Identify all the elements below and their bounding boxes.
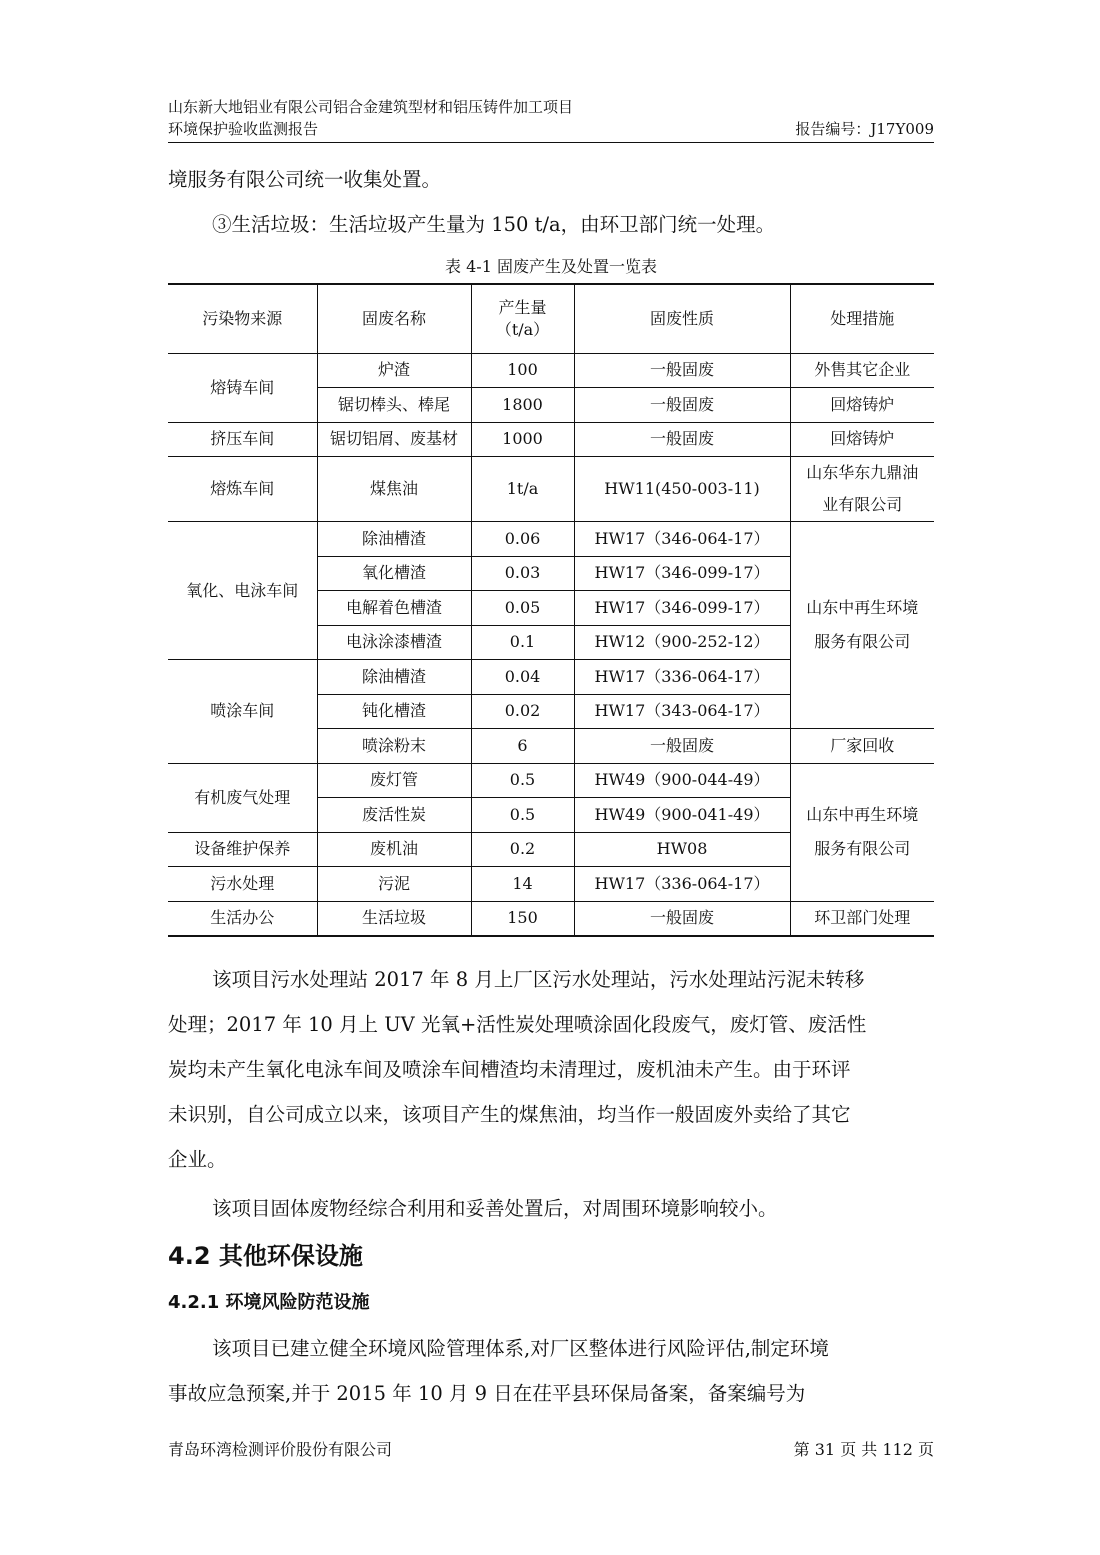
cell-nature: HW11(450-003-11)	[574, 457, 790, 522]
paragraph-line: 企业。	[168, 1148, 227, 1171]
cell-amount: 14	[471, 867, 574, 902]
cell-source: 有机废气处理	[168, 763, 317, 832]
cell-nature: HW17（336-064-17）	[574, 660, 790, 695]
page-header	[168, 96, 934, 140]
cell-nature: HW12（900-252-12）	[574, 625, 790, 660]
cell-waste-name: 煤焦油	[317, 457, 471, 522]
col-header-amount: 产生量 （t/a）	[471, 284, 574, 353]
cell-nature: HW17（346-099-17）	[574, 556, 790, 591]
cell-amount: 0.03	[471, 556, 574, 591]
cell-nature: 一般固废	[574, 353, 790, 388]
body-paragraph-1	[168, 957, 934, 1182]
cell-waste-name: 除油槽渣	[317, 522, 471, 557]
cell-waste-name: 电泳涂漆槽渣	[317, 625, 471, 660]
paragraph-line: 炭均未产生氧化电泳车间及喷涂车间槽渣均未清理过，废机油未产生。由于环评	[168, 1058, 851, 1081]
cell-waste-name: 污泥	[317, 867, 471, 902]
cell-nature: 一般固废	[574, 729, 790, 764]
header-project-title: 山东新大地铝业有限公司铝合金建筑型材和铝压铸件加工项目	[168, 98, 574, 116]
cell-amount: 1t/a	[471, 457, 574, 522]
cell-amount: 100	[471, 353, 574, 388]
col-header-waste-name: 固废名称	[317, 284, 471, 353]
cell-amount: 6	[471, 729, 574, 764]
cell-disposal: 山东中再生环境 服务有限公司	[790, 763, 934, 901]
cell-waste-name: 除油槽渣	[317, 660, 471, 695]
intro-line-2: ③生活垃圾：生活垃圾产生量为 150 t/a，由环卫部门统一处理。	[212, 213, 776, 236]
cell-nature: HW49（900-041-49）	[574, 798, 790, 833]
header-divider	[168, 142, 934, 143]
intro-paragraph	[168, 157, 934, 247]
subsection-heading: 4.2.1 环境风险防范设施	[168, 1292, 370, 1313]
cell-nature: 一般固废	[574, 422, 790, 457]
cell-waste-name: 废活性炭	[317, 798, 471, 833]
solid-waste-table	[168, 283, 934, 937]
cell-source: 熔铸车间	[168, 353, 317, 422]
header-report-title: 环境保护验收监测报告	[168, 120, 319, 138]
cell-nature: HW08	[574, 832, 790, 867]
cell-nature: 一般固废	[574, 901, 790, 936]
cell-waste-name: 废机油	[317, 832, 471, 867]
table-row	[168, 422, 934, 457]
cell-amount: 0.2	[471, 832, 574, 867]
body-paragraph-3	[168, 1326, 934, 1416]
cell-amount: 150	[471, 901, 574, 936]
cell-disposal: 回熔铸炉	[790, 422, 934, 457]
cell-disposal: 山东华东九鼎油 业有限公司	[790, 457, 934, 522]
table-row	[168, 457, 934, 522]
cell-nature: HW17（346-099-17）	[574, 591, 790, 626]
cell-amount: 0.02	[471, 694, 574, 729]
table-row	[168, 901, 934, 936]
paragraph-line: 未识别，自公司成立以来，该项目产生的煤焦油，均当作一般固废外卖给了其它	[168, 1103, 851, 1126]
table-row	[168, 763, 934, 798]
col-header-disposal: 处理措施	[790, 284, 934, 353]
cell-nature: HW17（343-064-17）	[574, 694, 790, 729]
cell-amount: 0.06	[471, 522, 574, 557]
cell-waste-name: 生活垃圾	[317, 901, 471, 936]
footer-company: 青岛环湾检测评价股份有限公司	[168, 1440, 393, 1459]
col-header-source: 污染物来源	[168, 284, 317, 353]
cell-amount: 1800	[471, 388, 574, 423]
cell-amount: 0.1	[471, 625, 574, 660]
paragraph-line: 该项目污水处理站 2017 年 8 月上厂区污水处理站，污水处理站污泥未转移	[212, 968, 865, 991]
cell-source: 氧化、电泳车间	[168, 522, 317, 660]
footer-page-number: 第 31 页 共 112 页	[793, 1440, 934, 1459]
paragraph-line: 事故应急预案,并于 2015 年 10 月 9 日在茌平县环保局备案，备案编号为	[168, 1382, 806, 1405]
cell-waste-name: 锯切棒头、棒尾	[317, 388, 471, 423]
cell-disposal: 厂家回收	[790, 729, 934, 764]
cell-waste-name: 电解着色槽渣	[317, 591, 471, 626]
header-report-number: 报告编号：J17Y009	[795, 120, 934, 138]
cell-amount: 0.04	[471, 660, 574, 695]
paragraph-line: 该项目固体废物经综合利用和妥善处置后，对周围环境影响较小。	[212, 1197, 778, 1220]
table-row	[168, 353, 934, 388]
cell-waste-name: 钝化槽渣	[317, 694, 471, 729]
cell-amount: 0.05	[471, 591, 574, 626]
cell-source: 设备维护保养	[168, 832, 317, 867]
cell-amount: 1000	[471, 422, 574, 457]
col-header-nature: 固废性质	[574, 284, 790, 353]
cell-source: 挤压车间	[168, 422, 317, 457]
cell-disposal: 回熔铸炉	[790, 388, 934, 423]
cell-amount: 0.5	[471, 798, 574, 833]
body-paragraph-2	[168, 1186, 934, 1231]
cell-waste-name: 锯切铝屑、废基材	[317, 422, 471, 457]
section-heading: 4.2 其他环保设施	[168, 1242, 363, 1270]
cell-nature: HW17（346-064-17）	[574, 522, 790, 557]
cell-waste-name: 废灯管	[317, 763, 471, 798]
paragraph-line: 处理；2017 年 10 月上 UV 光氧+活性炭处理喷涂固化段废气，废灯管、废活性	[168, 1013, 867, 1036]
cell-nature: 一般固废	[574, 388, 790, 423]
cell-waste-name: 氧化槽渣	[317, 556, 471, 591]
cell-source: 喷涂车间	[168, 660, 317, 764]
cell-disposal: 山东中再生环境 服务有限公司	[790, 522, 934, 729]
cell-source: 熔炼车间	[168, 457, 317, 522]
table-row	[168, 522, 934, 557]
cell-source: 生活办公	[168, 901, 317, 936]
cell-source: 污水处理	[168, 867, 317, 902]
page-footer	[168, 1437, 934, 1460]
table-header-row	[168, 284, 934, 353]
table-caption: 表 4-1 固废产生及处置一览表	[445, 257, 657, 276]
cell-nature: HW49（900-044-49）	[574, 763, 790, 798]
cell-nature: HW17（336-064-17）	[574, 867, 790, 902]
intro-line-1: 境服务有限公司统一收集处置。	[168, 168, 442, 191]
cell-disposal: 环卫部门处理	[790, 901, 934, 936]
paragraph-line: 该项目已建立健全环境风险管理体系,对厂区整体进行风险评估,制定环境	[212, 1337, 829, 1360]
cell-waste-name: 炉渣	[317, 353, 471, 388]
cell-amount: 0.5	[471, 763, 574, 798]
cell-waste-name: 喷涂粉末	[317, 729, 471, 764]
cell-disposal: 外售其它企业	[790, 353, 934, 388]
